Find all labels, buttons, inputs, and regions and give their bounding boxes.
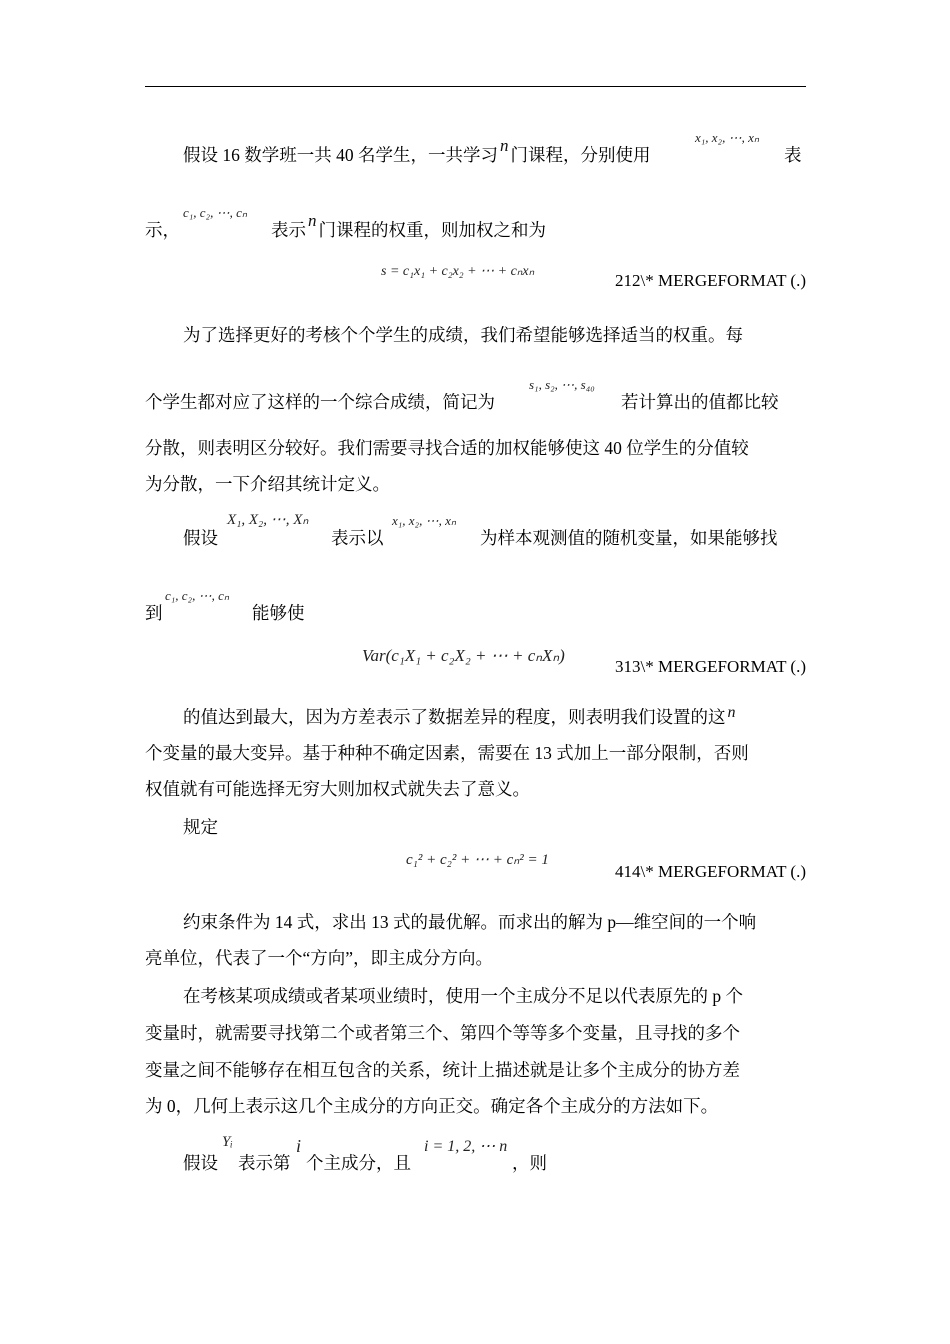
equation-2: Var(c₁X₁ + c₂X₂ + ⋯ + cₙXₙ) [362, 646, 565, 665]
text: 表示 [271, 220, 306, 240]
p4-line2: 个变量的最大变异。基于种种不确定因素，需要在 13 式加上一部分限制，否则 [145, 743, 749, 763]
p4-line4: 规定 [183, 817, 218, 837]
var-i: i [296, 1136, 302, 1156]
p3-line1a: 假设 [183, 528, 218, 548]
p1-line2 [145, 219, 180, 241]
vars-c-2: c₁, c₂, ⋯, cₙ [165, 588, 230, 603]
equation-3: c₁² + c₂² + ⋯ + cₙ² = 1 [406, 852, 549, 868]
p3-line1b: 表示以 [331, 528, 384, 548]
p7-line1c: 个主成分，且 [306, 1153, 411, 1173]
text: 示， [145, 220, 180, 240]
p1-line2b [271, 211, 546, 242]
text: 门课程的权重，则加权之和为 [318, 220, 546, 240]
p3-line2b: 能够使 [252, 603, 305, 623]
p6-line1: 在考核某项成绩或者某项业绩时，使用一个主成分不足以代表原先的 p 个 [183, 986, 743, 1006]
var-n: n [308, 211, 317, 230]
p7-line1a: 假设 [183, 1153, 218, 1173]
p6-line2: 变量时，就需要寻找第二个或者第三个、第四个等等多个变量，且寻找的多个 [145, 1023, 740, 1043]
p6-line4: 为 0，几何上表示这几个主成分的方向正交。确定各个主成分的方法如下。 [145, 1096, 719, 1116]
header-rule [145, 86, 806, 87]
p4-line3: 权值就有可能选择无穷大则加权式就失去了意义。 [145, 779, 530, 799]
equation-3-number: 414\* MERGEFORMAT (.) [615, 862, 806, 881]
vars-s: s₁, s₂, ⋯, s₄₀ [529, 377, 595, 392]
p2-line2b: 若计算出的值都比较 [621, 392, 779, 412]
p4-line1 [183, 706, 736, 730]
p2-line2a: 个学生都对应了这样的一个综合成绩，简记为 [145, 392, 495, 412]
equation-1 [381, 263, 534, 280]
eq-rhs: = c₁x₁ + c₂x₂ + ⋯ + cₙxₙ [389, 264, 535, 279]
p7-line1d: ，则 [512, 1153, 547, 1173]
text: 假设 16 数学班一共 40 名学生，一共学习 [183, 145, 498, 165]
text: 的值达到最大，因为方差表示了数据差异的程度，则表明我们设置的这 [183, 707, 726, 727]
vars-x-2: x₁, x₂, ⋯, xₙ [392, 513, 457, 528]
text: 表 [784, 145, 802, 165]
p3-line2a: 到 [145, 603, 163, 623]
var-n: n [500, 136, 509, 155]
p7-line1b: 表示第 [238, 1153, 291, 1173]
equation-1-number: 212\* MERGEFORMAT (.) [615, 271, 806, 290]
index-range: i = 1, 2, ⋯ n [424, 1138, 508, 1155]
p2-line4: 为分散，一下介绍其统计定义。 [145, 474, 390, 494]
var-Yi: Yᵢ [222, 1134, 233, 1150]
p6-line3: 变量之间不能够存在相互包含的关系，统计上描述就是让多个主成分的协方差 [145, 1060, 740, 1080]
var-n: n [727, 704, 736, 721]
eq-lhs: s [381, 264, 387, 279]
p1-line1 [183, 136, 651, 167]
equation-2-number: 313\* MERGEFORMAT (.) [615, 657, 806, 676]
vars-c: c₁, c₂, ⋯, cₙ [183, 205, 248, 220]
p2-line1: 为了选择更好的考核个个学生的成绩，我们希望能够选择适当的权重。每 [183, 325, 743, 345]
text: 门课程，分别使用 [510, 145, 651, 165]
vars-X: X₁, X₂, ⋯, Xₙ [227, 512, 309, 528]
p5-line1: 约束条件为 14 式，求出 13 式的最优解。而求出的解为 p—维空间的一个响 [183, 912, 757, 932]
p2-line3: 分散，则表明区分较好。我们需要寻找合适的加权能够使这 40 位学生的分值较 [145, 438, 749, 458]
p5-line2: 亮单位，代表了一个“方向”，即主成分方向。 [145, 948, 494, 968]
p3-line1c: 为样本观测值的随机变量，如果能够找 [480, 528, 778, 548]
vars-x: x₁, x₂, ⋯, xₙ [695, 130, 760, 145]
